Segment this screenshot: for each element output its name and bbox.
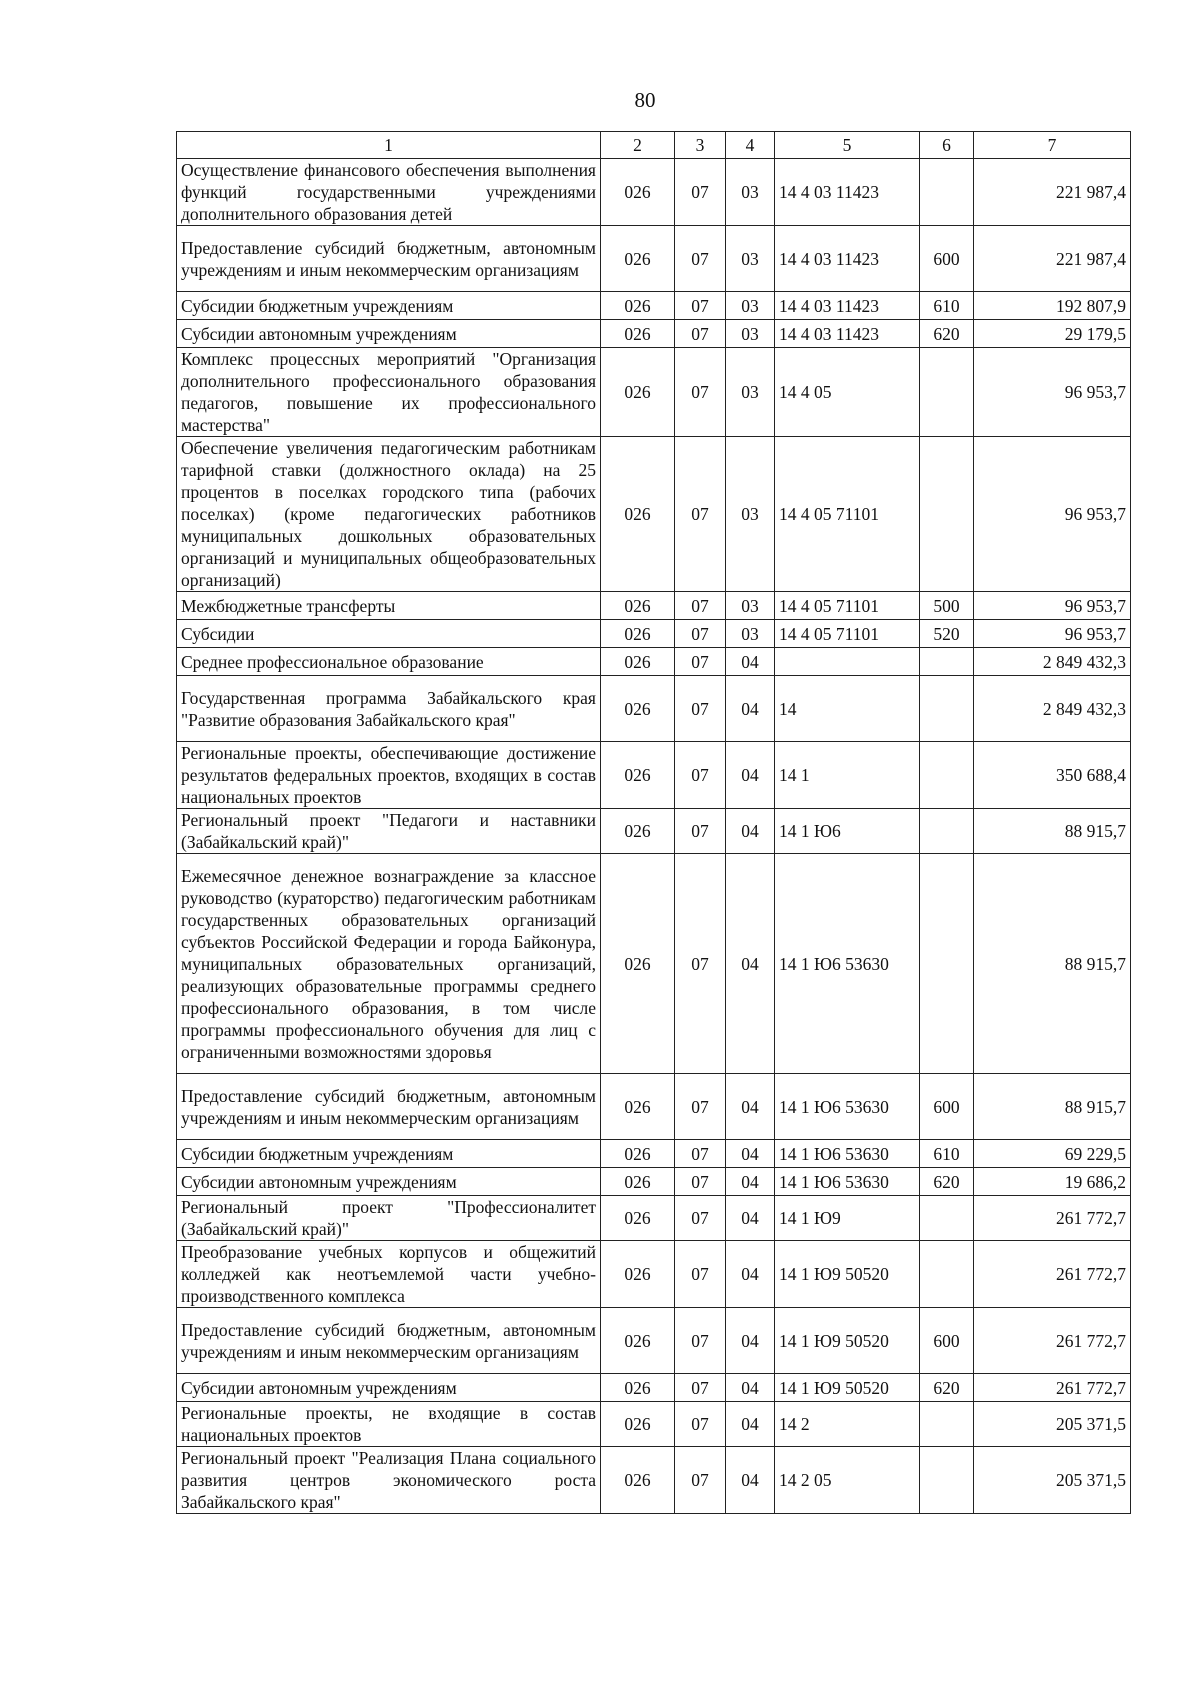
expense-type-code [920,437,974,592]
subsection-code: 04 [726,1241,775,1308]
target-article-code: 14 1 Ю6 53630 [775,1168,920,1196]
target-article-code: 14 4 05 71101 [775,620,920,648]
column-header: 4 [726,132,775,159]
subsection-code: 04 [726,1140,775,1168]
subsection-code: 04 [726,676,775,742]
target-article-code: 14 1 Ю6 53630 [775,1140,920,1168]
subsection-code: 03 [726,348,775,437]
expense-type-code [920,1402,974,1447]
section-code: 07 [675,437,726,592]
table-row [177,1241,1131,1308]
page-number: 80 [634,88,656,112]
amount: 2 849 432,3 [974,648,1131,676]
subsection-code: 04 [726,1168,775,1196]
row-name: Субсидии бюджетным учреждениям [177,1140,601,1168]
target-article-code: 14 4 03 11423 [775,292,920,320]
ministry-code: 026 [601,809,675,854]
target-article-code: 14 2 05 [775,1447,920,1514]
subsection-code: 04 [726,1074,775,1140]
section-code: 07 [675,809,726,854]
amount: 261 772,7 [974,1196,1131,1241]
expense-type-code [920,676,974,742]
row-name: Субсидии автономным учреждениям [177,320,601,348]
section-code: 07 [675,620,726,648]
ministry-code: 026 [601,620,675,648]
amount: 29 179,5 [974,320,1131,348]
subsection-code: 03 [726,592,775,620]
section-code: 07 [675,1374,726,1402]
row-name: Региональный проект "Профессионалитет (Забайкальский край)" [177,1196,601,1241]
subsection-code: 04 [726,1447,775,1514]
expense-type-code: 600 [920,226,974,292]
section-code: 07 [675,648,726,676]
row-name: Предоставление субсидий бюджетным, автономным учреждениям и иным некоммерческим организациям [177,1074,601,1140]
row-name: Предоставление субсидий бюджетным, автономным учреждениям и иным некоммерческим организациям [177,226,601,292]
table-row [177,1402,1131,1447]
table-row [177,292,1131,320]
table-row [177,620,1131,648]
ministry-code: 026 [601,320,675,348]
subsection-code: 03 [726,226,775,292]
row-name: Среднее профессиональное образование [177,648,601,676]
amount: 88 915,7 [974,1074,1131,1140]
ministry-code: 026 [601,159,675,226]
table-row [177,1374,1131,1402]
table-row [177,159,1131,226]
table-row [177,809,1131,854]
target-article-code: 14 1 Ю6 53630 [775,854,920,1074]
expense-type-code: 610 [920,1140,974,1168]
row-name: Субсидии [177,620,601,648]
amount: 221 987,4 [974,226,1131,292]
section-code: 07 [675,320,726,348]
ministry-code: 026 [601,1447,675,1514]
table-row [177,742,1131,809]
target-article-code: 14 4 03 11423 [775,320,920,348]
expense-type-code: 520 [920,620,974,648]
row-name: Региональные проекты, не входящие в состав национальных проектов [177,1402,601,1447]
ministry-code: 026 [601,854,675,1074]
target-article-code: 14 1 Ю6 [775,809,920,854]
amount: 88 915,7 [974,854,1131,1074]
table-row [177,1196,1131,1241]
target-article-code: 14 1 Ю9 50520 [775,1241,920,1308]
amount: 88 915,7 [974,809,1131,854]
target-article-code: 14 1 Ю9 [775,1196,920,1241]
section-code: 07 [675,1241,726,1308]
expense-type-code: 620 [920,1168,974,1196]
section-code: 07 [675,1196,726,1241]
column-header: 1 [177,132,601,159]
target-article-code: 14 4 03 11423 [775,159,920,226]
amount: 192 807,9 [974,292,1131,320]
row-name: Субсидии бюджетным учреждениям [177,292,601,320]
expense-type-code [920,348,974,437]
subsection-code: 04 [726,1374,775,1402]
table-row [177,1447,1131,1514]
section-code: 07 [675,226,726,292]
target-article-code: 14 4 05 71101 [775,437,920,592]
row-name: Субсидии автономным учреждениям [177,1168,601,1196]
row-name: Комплекс процессных мероприятий "Организация дополнительного профессионального образования педагогов, повышение их профессионального мастерства" [177,348,601,437]
table-row [177,320,1131,348]
target-article-code: 14 1 Ю9 50520 [775,1374,920,1402]
subsection-code: 04 [726,1308,775,1374]
expense-type-code: 600 [920,1308,974,1374]
amount: 261 772,7 [974,1241,1131,1308]
table-row [177,437,1131,592]
expense-type-code [920,1447,974,1514]
column-number-row [177,132,1131,159]
row-name: Предоставление субсидий бюджетным, автономным учреждениям и иным некоммерческим организациям [177,1308,601,1374]
row-name: Ежемесячное денежное вознаграждение за классное руководство (кураторство) педагогическим работникам государственных образовательных организаций субъектов Российской Федерации и города Байконура, муниципальных образовательных организаций, реализующих образовательные программы среднего профессионального образования, в том числе программы профессионального обучения для лиц с ограниченными возможностями здоровья [177,854,601,1074]
ministry-code: 026 [601,592,675,620]
ministry-code: 026 [601,348,675,437]
amount: 19 686,2 [974,1168,1131,1196]
amount: 261 772,7 [974,1308,1131,1374]
section-code: 07 [675,292,726,320]
amount: 261 772,7 [974,1374,1131,1402]
table-row [177,1140,1131,1168]
target-article-code: 14 4 05 71101 [775,592,920,620]
subsection-code: 04 [726,1402,775,1447]
amount: 69 229,5 [974,1140,1131,1168]
target-article-code [775,648,920,676]
amount: 96 953,7 [974,592,1131,620]
table-row [177,1074,1131,1140]
expense-type-code [920,854,974,1074]
ministry-code: 026 [601,1241,675,1308]
subsection-code: 04 [726,742,775,809]
amount: 96 953,7 [974,348,1131,437]
section-code: 07 [675,1402,726,1447]
ministry-code: 026 [601,676,675,742]
amount: 96 953,7 [974,620,1131,648]
expense-type-code: 500 [920,592,974,620]
subsection-code: 03 [726,437,775,592]
column-header: 7 [974,132,1131,159]
row-name: Субсидии автономным учреждениям [177,1374,601,1402]
row-name: Региональный проект "Педагоги и наставники (Забайкальский край)" [177,809,601,854]
expense-type-code [920,809,974,854]
section-code: 07 [675,676,726,742]
subsection-code: 03 [726,292,775,320]
expense-type-code [920,742,974,809]
ministry-code: 026 [601,226,675,292]
table-row [177,1168,1131,1196]
target-article-code: 14 4 03 11423 [775,226,920,292]
target-article-code: 14 4 05 [775,348,920,437]
table-row [177,226,1131,292]
section-code: 07 [675,1308,726,1374]
expense-type-code: 600 [920,1074,974,1140]
amount: 205 371,5 [974,1402,1131,1447]
target-article-code: 14 [775,676,920,742]
section-code: 07 [675,348,726,437]
row-name: Региональный проект "Реализация Плана социального развития центров экономического роста Забайкальского края" [177,1447,601,1514]
section-code: 07 [675,159,726,226]
column-header: 2 [601,132,675,159]
section-code: 07 [675,1074,726,1140]
row-name: Осуществление финансового обеспечения выполнения функций государственными учреждениями дополнительного образования детей [177,159,601,226]
ministry-code: 026 [601,648,675,676]
column-header: 6 [920,132,974,159]
ministry-code: 026 [601,1308,675,1374]
column-header: 5 [775,132,920,159]
section-code: 07 [675,854,726,1074]
table-row [177,348,1131,437]
column-header: 3 [675,132,726,159]
table-row [177,854,1131,1074]
row-name: Государственная программа Забайкальского края "Развитие образования Забайкальского края" [177,676,601,742]
ministry-code: 026 [601,1374,675,1402]
section-code: 07 [675,1447,726,1514]
budget-table [176,131,1131,1514]
expense-type-code [920,159,974,226]
amount: 350 688,4 [974,742,1131,809]
ministry-code: 026 [601,742,675,809]
amount: 221 987,4 [974,159,1131,226]
subsection-code: 04 [726,809,775,854]
subsection-code: 03 [726,320,775,348]
target-article-code: 14 1 Ю9 50520 [775,1308,920,1374]
ministry-code: 026 [601,1196,675,1241]
section-code: 07 [675,1140,726,1168]
subsection-code: 04 [726,854,775,1074]
expense-type-code [920,648,974,676]
expense-type-code [920,1241,974,1308]
amount: 2 849 432,3 [974,676,1131,742]
target-article-code: 14 1 Ю6 53630 [775,1074,920,1140]
subsection-code: 04 [726,1196,775,1241]
ministry-code: 026 [601,1140,675,1168]
expense-type-code: 620 [920,320,974,348]
table-row [177,1308,1131,1374]
amount: 205 371,5 [974,1447,1131,1514]
row-name: Преобразование учебных корпусов и общежитий колледжей как неотъемлемой части учебно-производственного комплекса [177,1241,601,1308]
table-row [177,676,1131,742]
row-name: Обеспечение увеличения педагогическим работникам тарифной ставки (должностного оклада) на 25 процентов в поселках городского типа (рабочих поселках) (кроме педагогических работников муниципальных дошкольных образовательных организаций и муниципальных общеобразовательных организаций) [177,437,601,592]
table-row [177,648,1131,676]
ministry-code: 026 [601,437,675,592]
ministry-code: 026 [601,292,675,320]
expense-type-code: 610 [920,292,974,320]
subsection-code: 03 [726,159,775,226]
expense-type-code: 620 [920,1374,974,1402]
row-name: Межбюджетные трансферты [177,592,601,620]
section-code: 07 [675,592,726,620]
table-row [177,592,1131,620]
ministry-code: 026 [601,1168,675,1196]
ministry-code: 026 [601,1074,675,1140]
target-article-code: 14 2 [775,1402,920,1447]
subsection-code: 04 [726,648,775,676]
expense-type-code [920,1196,974,1241]
row-name: Региональные проекты, обеспечивающие достижение результатов федеральных проектов, входящих в состав национальных проектов [177,742,601,809]
section-code: 07 [675,742,726,809]
amount: 96 953,7 [974,437,1131,592]
target-article-code: 14 1 [775,742,920,809]
subsection-code: 03 [726,620,775,648]
ministry-code: 026 [601,1402,675,1447]
section-code: 07 [675,1168,726,1196]
